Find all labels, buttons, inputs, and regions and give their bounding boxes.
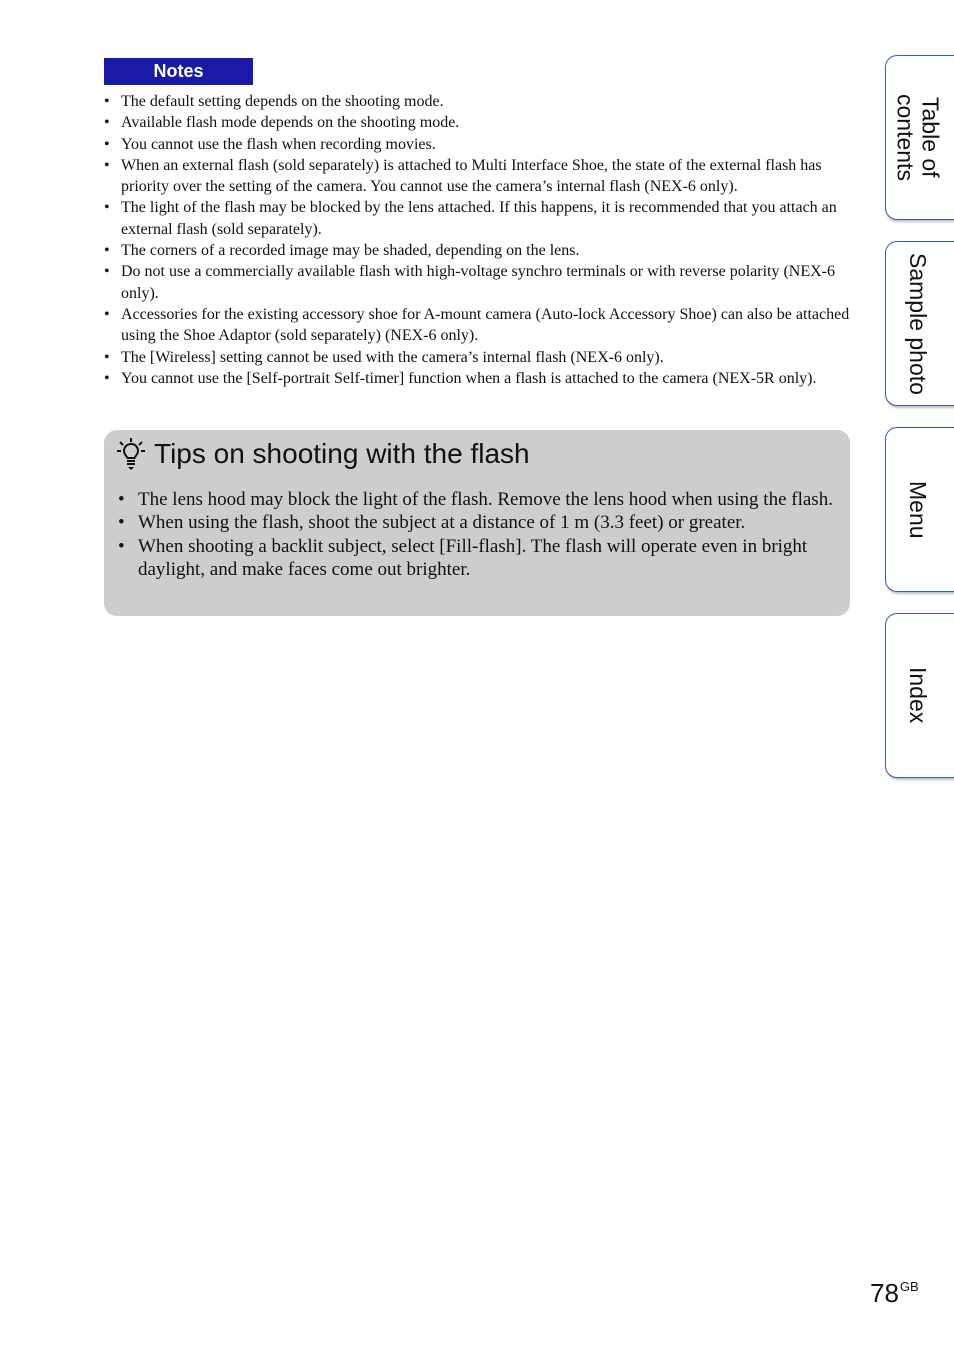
tip-text: When using the flash, shoot the subject at a distance of 1 m (3.3 feet) or greater.	[138, 512, 746, 534]
note-text: The corners of a recorded image may be shaded, depending on the lens.	[121, 242, 580, 260]
note-text: The light of the flash may be blocked by the lens attached. If this happens, it is recommended that you attach an external flash (sold separately).	[121, 199, 837, 238]
list-item: • You cannot use the [Self-portrait Self-timer] function when a flash is attached to the camera (NEX-5R only).	[104, 369, 817, 387]
tab-label: Sample photo	[905, 252, 931, 395]
tab-index[interactable]	[885, 613, 954, 778]
page-number-suffix: GB	[899, 1279, 919, 1294]
list-item: • The light of the flash may be blocked by the lens attached. If this happens, it is recommended that you attach an external flash (sold separately).	[104, 199, 837, 238]
tab-sample-photo[interactable]	[885, 241, 954, 406]
list-item: • When shooting a backlit subject, select [Fill-flash]. The flash will operate even in bright daylight, and make faces come out brighter.	[118, 535, 808, 580]
note-text: Do not use a commercially available flash with high-voltage synchro terminals or with reverse polarity (NEX-6 only).	[121, 263, 836, 302]
note-text: The [Wireless] setting cannot be used with the camera’s internal flash (NEX-6 only).	[121, 348, 664, 366]
note-text: When an external flash (sold separately) is attached to Multi Interface Shoe, the state of the external flash has priority over the setting of the camera. You cannot use the camera’s internal flash (NEX-6 only).	[121, 156, 822, 196]
list-item: • Do not use a commercially available flash with high-voltage synchro terminals or with reverse polarity (NEX-6 only).	[104, 263, 836, 302]
notes-list	[104, 91, 852, 389]
lightbulb-icon	[116, 437, 146, 471]
list-item: • Available flash mode depends on the shooting mode.	[104, 114, 460, 132]
list-item: • The lens hood may block the light of the flash. Remove the lens hood when using the flash.	[118, 489, 833, 510]
list-item: • When using the flash, shoot the subject at a distance of 1 m (3.3 feet) or greater.	[118, 512, 746, 534]
tip-text: The lens hood may block the light of the flash. Remove the lens hood when using the flash.	[138, 489, 833, 510]
tab-label: Menu	[905, 480, 931, 539]
page-number	[870, 1278, 919, 1309]
list-item: • You cannot use the flash when recording movies.	[104, 135, 436, 153]
tab-label: Table of contents	[892, 94, 944, 181]
tip-text: When shooting a backlit subject, select [Fill-flash]. The flash will operate even in bright daylight, and make faces come out brighter.	[138, 535, 808, 580]
note-text: You cannot use the flash when recording movies.	[121, 135, 436, 153]
notes-header: Notes	[104, 58, 253, 85]
note-text: Available flash mode depends on the shooting mode.	[121, 114, 460, 132]
tips-title-text: Tips on shooting with the flash	[154, 438, 530, 469]
list-item: • The corners of a recorded image may be shaded, depending on the lens.	[104, 242, 580, 260]
tips-list	[118, 488, 838, 581]
list-item: • When an external flash (sold separately) is attached to Multi Interface Shoe, the state of the external flash has priority over the setting of the camera. You cannot use the camera’s internal flash (NEX-6 only).	[104, 156, 822, 196]
tab-table-of-contents[interactable]	[885, 55, 954, 220]
page-number-value: 78	[870, 1278, 899, 1308]
note-text: The default setting depends on the shooting mode.	[121, 93, 444, 110]
note-text: Accessories for the existing accessory shoe for A-mount camera (Auto-lock Accessory Shoe) can also be attached using the Shoe Adaptor (sold separately) (NEX-6 only).	[121, 305, 850, 345]
list-item: • The [Wireless] setting cannot be used with the camera’s internal flash (NEX-6 only).	[104, 348, 664, 366]
tips-title	[116, 434, 530, 474]
tab-label: Index	[905, 667, 931, 724]
note-text: You cannot use the [Self-portrait Self-timer] function when a flash is attached to the camera (NEX-5R only).	[121, 369, 817, 387]
tab-menu[interactable]	[885, 427, 954, 592]
list-item: • The default setting depends on the shooting mode.	[104, 93, 444, 110]
list-item: • Accessories for the existing accessory shoe for A-mount camera (Auto-lock Accessory Shoe) can also be attached using the Shoe Adaptor (sold separately) (NEX-6 only).	[104, 305, 850, 345]
